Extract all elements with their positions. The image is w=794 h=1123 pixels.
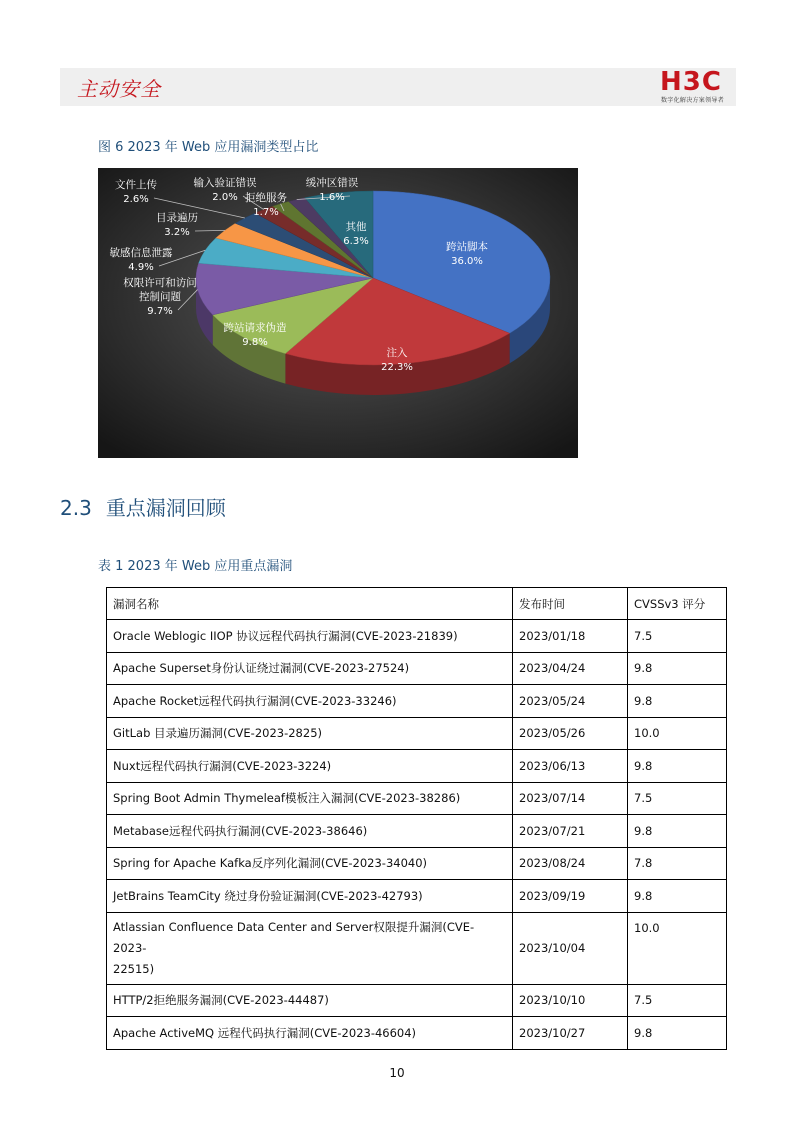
slice-label-name: 跨站请求伪造 (223, 322, 287, 334)
vuln-score: 9.8 (628, 880, 727, 913)
vuln-date: 2023/10/27 (513, 1017, 628, 1050)
vuln-date: 2023/09/19 (513, 880, 628, 913)
slice-label-value: 2.6% (123, 194, 149, 205)
vulnerability-table (106, 587, 727, 1050)
figure-caption: 图 6 2023 年 Web 应用漏洞类型占比 (98, 140, 319, 155)
vuln-name: Apache Superset身份认证绕过漏洞(CVE-2023-27524) (107, 652, 513, 685)
logo-text: H3C (660, 67, 722, 97)
vuln-name-line2: 22515) (113, 961, 155, 976)
table-row (107, 912, 727, 984)
slice-label-name: 权限许可和访问 (123, 277, 197, 289)
vuln-name-line1: Atlassian Confluence Data Center and Server权限提升漏洞(CVE-2023- (113, 919, 475, 955)
page-number: 10 (389, 1066, 405, 1080)
slice-label-value: 1.6% (319, 192, 345, 203)
table-row (107, 984, 727, 1017)
vuln-name: Apache Rocket远程代码执行漏洞(CVE-2023-33246) (107, 685, 513, 718)
header-date: 发布时间 (513, 588, 628, 620)
vuln-name: Apache ActiveMQ 远程代码执行漏洞(CVE-2023-46604) (107, 1017, 513, 1050)
vuln-score: 9.8 (628, 815, 727, 848)
slice-label-value: 9.7% (147, 306, 173, 317)
vuln-score: 7.5 (628, 984, 727, 1017)
table-row (107, 652, 727, 685)
vuln-score: 9.8 (628, 750, 727, 783)
table-row (107, 880, 727, 913)
table-row (107, 1017, 727, 1050)
section-title: 重点漏洞回顾 (105, 496, 226, 520)
table-row (107, 782, 727, 815)
vuln-date: 2023/06/13 (513, 750, 628, 783)
table-row (107, 847, 727, 880)
vuln-name: Metabase远程代码执行漏洞(CVE-2023-38646) (107, 815, 513, 848)
table-row (107, 815, 727, 848)
vuln-name (107, 912, 513, 984)
slice-label-value: 1.7% (253, 207, 279, 218)
table-header-row (107, 588, 727, 620)
section-heading (60, 492, 226, 521)
slice-label-name: 注入 (386, 347, 408, 359)
slice-label-name: 输入验证错误 (193, 177, 257, 189)
vuln-score: 10.0 (628, 717, 727, 750)
slice-label-name: 目录遍历 (156, 212, 198, 224)
vuln-date: 2023/05/26 (513, 717, 628, 750)
slice-label-name: 拒绝服务 (245, 192, 287, 204)
slice-label-value: 4.9% (128, 262, 154, 273)
vuln-name: GitLab 目录遍历漏洞(CVE-2023-2825) (107, 717, 513, 750)
vuln-score: 10.0 (628, 912, 727, 984)
slice-label-value: 6.3% (343, 236, 369, 247)
vuln-score: 9.8 (628, 685, 727, 718)
logo-tagline: 数字化解决方案领导者 (661, 97, 725, 104)
vuln-date: 2023/10/04 (513, 912, 628, 984)
vuln-date: 2023/07/14 (513, 782, 628, 815)
slice-label-name: 其他 (345, 221, 367, 233)
header-title: 主动安全 (77, 77, 161, 101)
table-row (107, 685, 727, 718)
vuln-score: 7.5 (628, 782, 727, 815)
vuln-name: JetBrains TeamCity 绕过身份验证漏洞(CVE-2023-42793) (107, 880, 513, 913)
table-caption: 表 1 2023 年 Web 应用重点漏洞 (98, 559, 293, 574)
vuln-score: 9.8 (628, 652, 727, 685)
vuln-date: 2023/08/24 (513, 847, 628, 880)
vuln-date: 2023/01/18 (513, 620, 628, 653)
vuln-name: HTTP/2拒绝服务漏洞(CVE-2023-44487) (107, 984, 513, 1017)
slice-label-value: 2.0% (212, 192, 238, 203)
vuln-score: 9.8 (628, 1017, 727, 1050)
vuln-score: 7.5 (628, 620, 727, 653)
slice-label-name: 敏感信息泄露 (109, 247, 173, 259)
vuln-date: 2023/10/10 (513, 984, 628, 1017)
slice-label-name: 跨站脚本 (446, 241, 488, 253)
table-row (107, 620, 727, 653)
slice-label-name: 缓冲区错误 (305, 177, 359, 189)
header-score: CVSSv3 评分 (628, 588, 727, 620)
table-row (107, 750, 727, 783)
vuln-date: 2023/05/24 (513, 685, 628, 718)
slice-label-name: 文件上传 (115, 179, 157, 191)
vuln-name: Oracle Weblogic IIOP 协议远程代码执行漏洞(CVE-2023-21839) (107, 620, 513, 653)
vuln-name: Nuxt远程代码执行漏洞(CVE-2023-3224) (107, 750, 513, 783)
slice-label-value: 36.0% (451, 256, 483, 267)
table-row (107, 717, 727, 750)
pie-chart (98, 168, 578, 458)
slice-label-value: 9.8% (242, 337, 268, 348)
header-band (60, 68, 736, 106)
section-number: 2.3 (60, 496, 92, 520)
vuln-name: Spring Boot Admin Thymeleaf模板注入漏洞(CVE-2023-38286) (107, 782, 513, 815)
vuln-score: 7.8 (628, 847, 727, 880)
vuln-date: 2023/07/21 (513, 815, 628, 848)
header-name: 漏洞名称 (107, 588, 513, 620)
slice-label-value: 3.2% (164, 227, 190, 238)
vuln-date: 2023/04/24 (513, 652, 628, 685)
vuln-name: Spring for Apache Kafka反序列化漏洞(CVE-2023-34040) (107, 847, 513, 880)
slice-label-value: 22.3% (381, 362, 413, 373)
slice-label-name: 控制问题 (139, 291, 181, 303)
